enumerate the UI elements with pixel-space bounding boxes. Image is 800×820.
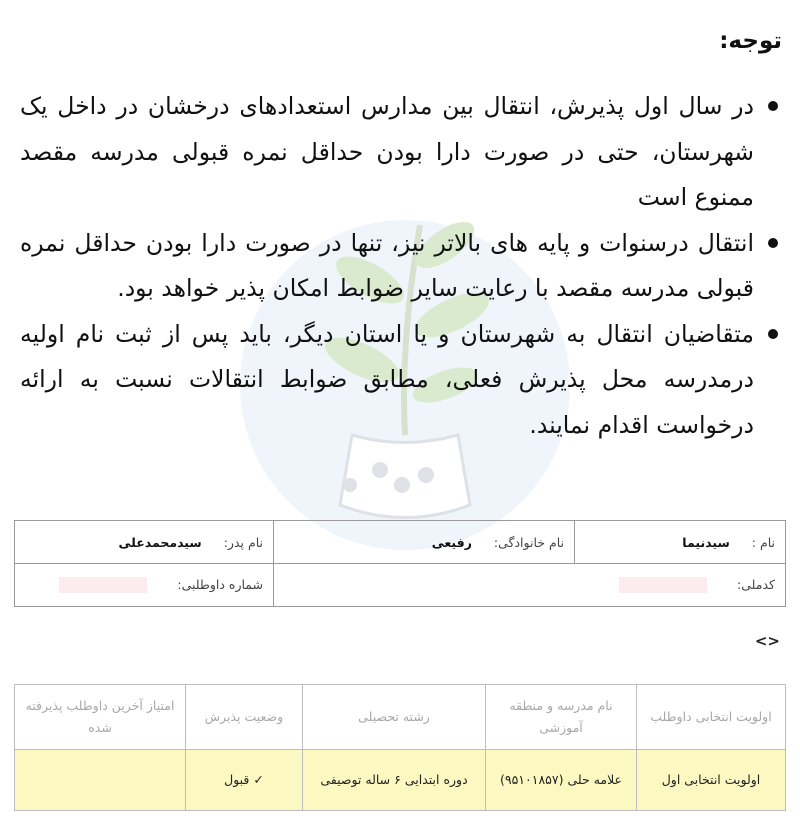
admission-result-table <box>14 684 786 811</box>
header-status: وضعیت پذیرش <box>186 685 303 750</box>
national-code-cell <box>274 564 786 607</box>
father-name-cell <box>15 521 274 564</box>
student-info-table <box>14 520 786 607</box>
candidate-number-redacted <box>59 577 147 593</box>
note-bullet-list <box>20 84 780 448</box>
bullet-icon <box>768 101 778 111</box>
note-title: توجه: <box>719 28 782 54</box>
cell-status: ✓ قبول <box>186 750 303 811</box>
last-name-cell <box>274 521 575 564</box>
national-code-redacted <box>619 577 707 593</box>
cell-priority: اولویت انتخابی اول <box>637 750 786 811</box>
bullet-icon <box>768 329 778 339</box>
father-name-value: سیدمحمدعلی <box>118 534 202 550</box>
first-name-cell <box>575 521 786 564</box>
header-last-score: امتیاز آخرین داوطلب پذیرفته شده <box>15 685 186 750</box>
national-code-label: کدملی: <box>737 576 775 592</box>
nav-arrows-icon[interactable]: <> <box>754 632 780 650</box>
candidate-number-cell <box>15 564 274 607</box>
header-priority: اولویت انتخابی داوطلب <box>637 685 786 750</box>
cell-field: دوره ابتدایی ۶ ساله توصیفی <box>303 750 486 811</box>
last-name-label: نام خانوادگی: <box>493 534 564 550</box>
bullet-icon <box>768 238 778 248</box>
cell-school: علامه حلی (۹۵۱۰۱۸۵۷) <box>486 750 637 811</box>
note-bullet-text: در سال اول پذیرش، انتقال بین مدارس استعدادهای درخشان در داخل یک شهرستان، حتی در صورت دارا بودن حداقل نمره قبولی مدرسه مقصد ممنوع است <box>20 92 754 211</box>
first-name-value: سیدنیما <box>682 534 730 550</box>
note-bullet <box>20 221 780 312</box>
note-bullet-text: متقاضیان انتقال به شهرستان و یا استان دیگر، باید پس از ثبت نام اولیه درمدرسه محل پذیرش فعلی، مطابق ضوابط انتقالات نسبت به ارائه درخواست اقدام نمایند. <box>20 319 754 439</box>
first-name-label: نام : <box>751 534 775 550</box>
header-school: نام مدرسه و منطقه آموزشی <box>486 685 637 750</box>
note-bullet-text: انتقال درسنوات و پایه های بالاتر نیز، تنها در صورت دارا بودن حداقل نمره قبولی مدرسه مقصد با رعایت سایر ضوابط امکان پذیر خواهد بود. <box>20 228 754 302</box>
note-bullet <box>20 312 780 449</box>
father-name-label: نام پدر: <box>223 534 263 550</box>
header-field: رشته تحصیلی <box>303 685 486 750</box>
table-row <box>15 750 786 811</box>
last-name-value: رفیعی <box>431 534 472 550</box>
table-header-row <box>15 685 786 750</box>
cell-last-score <box>15 750 186 811</box>
note-bullet <box>20 84 780 221</box>
candidate-number-label: شماره داوطلبی: <box>177 576 263 592</box>
